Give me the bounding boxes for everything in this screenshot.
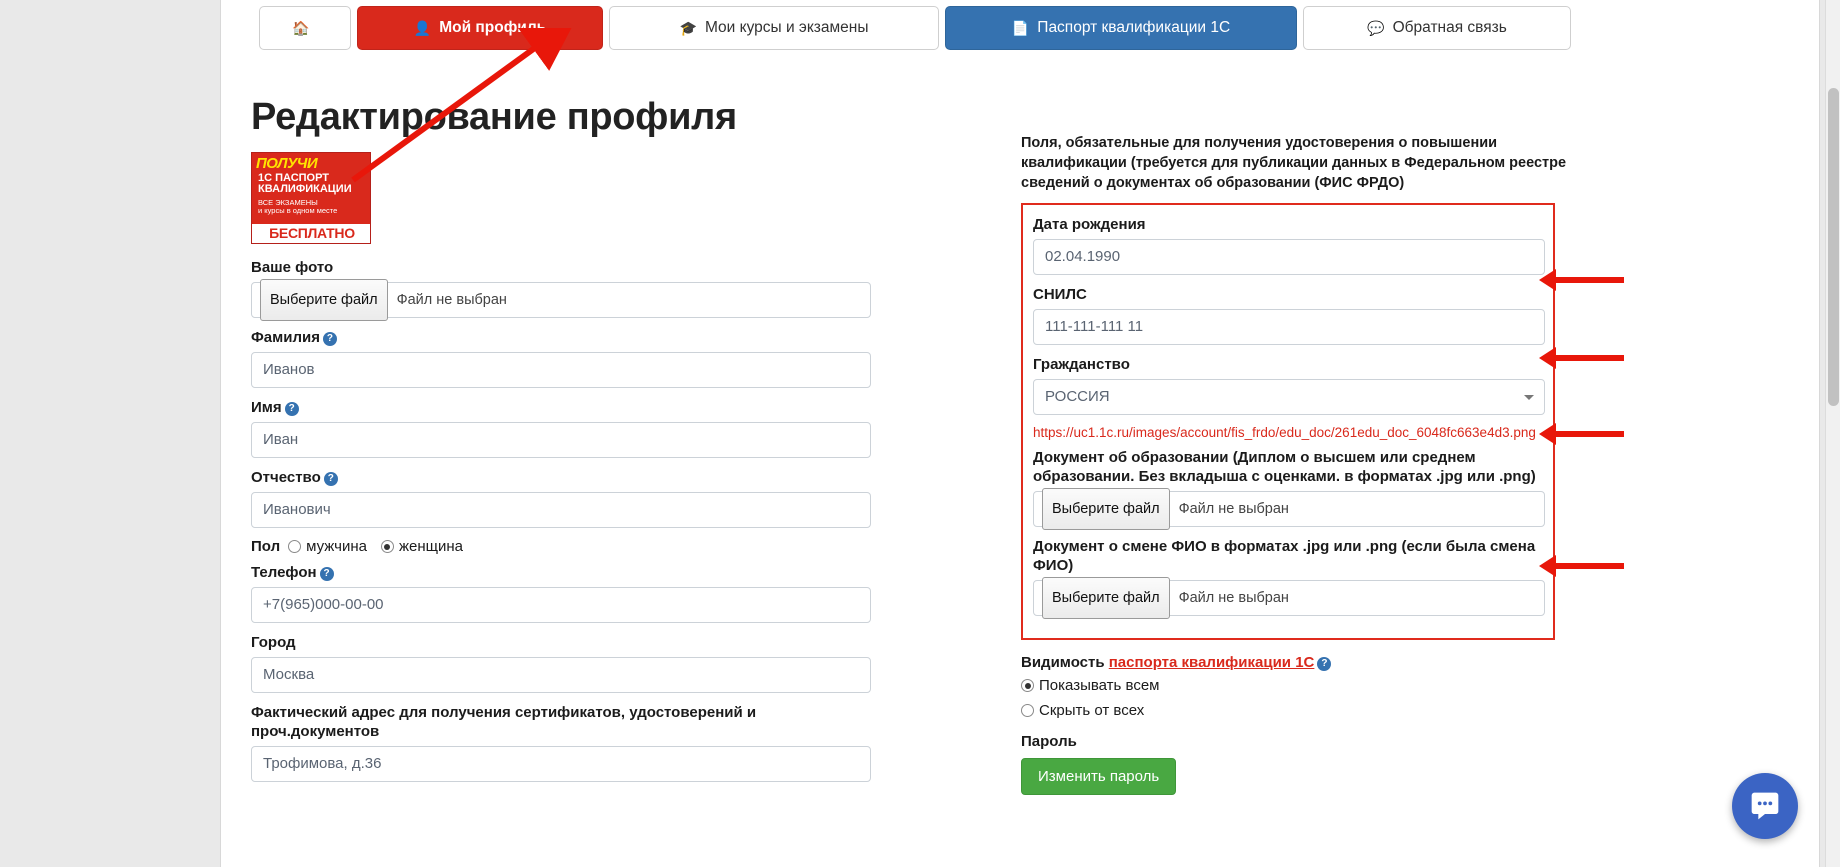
field-middlename: [251, 468, 871, 528]
photo-label: Ваше фото: [251, 259, 334, 276]
firstname-label: [251, 398, 871, 417]
field-address: [251, 703, 871, 782]
annotation-arrow-profile-tab: [341, 28, 591, 208]
field-firstname: [251, 398, 871, 458]
visibility-hide-all-label: Скрыть от всех: [1039, 702, 1145, 719]
tab-feedback[interactable]: [1303, 6, 1571, 50]
field-gender: [251, 538, 871, 555]
field-city: [251, 633, 871, 693]
edu-doc-label: Документ об образовании (Диплом о высшем или среднем образовании. Без вкладыша с оценками. в форматах .jpg или .png): [1033, 449, 1536, 485]
photo-file-status: Файл не выбран: [396, 292, 507, 308]
visibility-label: [1021, 654, 1581, 671]
comment-icon: 💬: [1367, 20, 1385, 36]
firstname-label-text: Имя: [251, 399, 282, 416]
tab-home[interactable]: [259, 6, 351, 50]
home-icon: 🏠: [292, 20, 310, 36]
scrollbar-thumb[interactable]: [1828, 88, 1839, 406]
name-change-doc-file-status: Файл не выбран: [1178, 590, 1289, 606]
visibility-option-hide-all[interactable]: [1021, 702, 1581, 719]
field-citizenship: [1033, 355, 1543, 415]
promo-line3: ВСЕ ЭКЗАМЕНЫ и курсы в одном месте: [258, 198, 338, 215]
content-frame: [220, 0, 1820, 867]
name-change-doc-file-input[interactable]: [1033, 580, 1545, 616]
firstname-input[interactable]: Иван: [251, 422, 871, 458]
tab-courses-label: Мои курсы и экзамены: [704, 19, 869, 36]
birthdate-label: Дата рождения: [1033, 216, 1146, 233]
tab-feedback-label: Обратная связь: [1392, 19, 1507, 36]
edu-doc-choose-file-button[interactable]: Выберите файл: [1042, 488, 1170, 530]
citizenship-selected-value: РОССИЯ: [1045, 388, 1110, 405]
tab-courses[interactable]: [609, 6, 939, 50]
name-change-doc-choose-file-button[interactable]: Выберите файл: [1042, 577, 1170, 619]
id-card-icon: 📄: [1011, 20, 1030, 36]
field-lastname: [251, 328, 871, 388]
field-edu-doc: [1033, 448, 1543, 527]
field-snils: [1033, 285, 1543, 345]
gender-label: Пол: [251, 538, 281, 555]
city-label: Город: [251, 634, 296, 651]
citizenship-select[interactable]: [1033, 379, 1545, 415]
photo-choose-file-button[interactable]: Выберите файл: [260, 279, 388, 321]
city-input[interactable]: Москва: [251, 657, 871, 693]
snils-label: СНИЛС: [1033, 286, 1087, 303]
middlename-input[interactable]: Иванович: [251, 492, 871, 528]
phone-label: [251, 563, 871, 582]
tab-passport-label: Паспорт квалификации 1С: [1037, 19, 1231, 36]
citizenship-label: Гражданство: [1033, 356, 1130, 373]
left-form-column: [251, 152, 871, 792]
gender-radio-female[interactable]: [381, 540, 394, 553]
gender-male-label: мужчина: [306, 538, 367, 555]
middlename-label-text: Отчество: [251, 469, 321, 486]
visibility-show-all-label: Показывать всем: [1039, 677, 1160, 694]
fis-frdo-required-box: [1021, 203, 1555, 640]
phone-input[interactable]: +7(965)000-00-00: [251, 587, 871, 623]
edu-doc-file-input[interactable]: [1033, 491, 1545, 527]
lastname-input[interactable]: Иванов: [251, 352, 871, 388]
help-icon[interactable]: ?: [323, 332, 337, 346]
name-change-doc-label: Документ о смене ФИО в форматах .jpg или .png (если была смена ФИО): [1033, 538, 1536, 574]
visibility-prefix: Видимость: [1021, 654, 1105, 671]
password-label: Пароль: [1021, 733, 1077, 750]
right-form-column: [1021, 133, 1581, 795]
page-title: Редактирование профиля: [251, 96, 737, 138]
lastname-label-text: Фамилия: [251, 329, 320, 346]
promo-line2: 1С ПАСПОРТ КВАЛИФИКАЦИИ: [258, 172, 352, 195]
address-input[interactable]: Трофимова, д.36: [251, 746, 871, 782]
tab-profile-label: Мой профиль: [439, 19, 547, 36]
help-icon[interactable]: ?: [320, 567, 334, 581]
graduation-cap-icon: 🎓: [679, 20, 697, 36]
change-password-button[interactable]: Изменить пароль: [1021, 758, 1176, 795]
help-icon[interactable]: ?: [324, 472, 338, 486]
address-label: Фактический адрес для получения сертификатов, удостоверений и проч.документов: [251, 704, 757, 740]
gender-radio-male[interactable]: [288, 540, 301, 553]
photo-file-input[interactable]: [251, 282, 871, 318]
field-phone: [251, 563, 871, 623]
middlename-label: [251, 468, 871, 487]
visibility-option-show-all[interactable]: [1021, 677, 1581, 694]
snils-input[interactable]: 111-111-111 11: [1033, 309, 1545, 345]
tab-passport[interactable]: [945, 6, 1297, 50]
promo-line1: ПОЛУЧИ: [256, 155, 318, 172]
required-fields-note: Поля, обязательные для получения удостоверения о повышении квалификации (требуется для публикации данных в Федеральном реестре сведений о документах об образовании (ФИС ФРДО): [1021, 135, 1567, 191]
visibility-passport-link[interactable]: паспорта квалификации 1С: [1108, 654, 1315, 671]
field-photo: [251, 258, 871, 318]
chevron-down-icon: [1524, 395, 1534, 400]
lastname-label: [251, 328, 871, 347]
page-scrollbar[interactable]: [1825, 0, 1840, 867]
birthdate-input[interactable]: 02.04.1990: [1033, 239, 1545, 275]
field-birthdate: [1033, 215, 1543, 275]
help-icon[interactable]: ?: [285, 402, 299, 416]
chat-bubble-icon: [1749, 790, 1781, 822]
user-icon: 👤: [413, 20, 432, 36]
field-name-change-doc: [1033, 537, 1543, 616]
phone-label-text: Телефон: [251, 564, 317, 581]
visibility-radio-show-all[interactable]: [1021, 679, 1034, 692]
help-icon[interactable]: ?: [1317, 657, 1331, 671]
chat-widget-button[interactable]: [1732, 773, 1798, 839]
edu-doc-url-link[interactable]: https://uc1.1c.ru/images/account/fis_frdo/edu_doc/261edu_doc_6048fc663e4d3.png: [1033, 425, 1536, 440]
visibility-radio-hide-all[interactable]: [1021, 704, 1034, 717]
edu-doc-file-status: Файл не выбран: [1178, 501, 1289, 517]
gender-female-label: женщина: [398, 538, 463, 555]
promo-line4: БЕСПЛАТНО: [252, 224, 371, 243]
